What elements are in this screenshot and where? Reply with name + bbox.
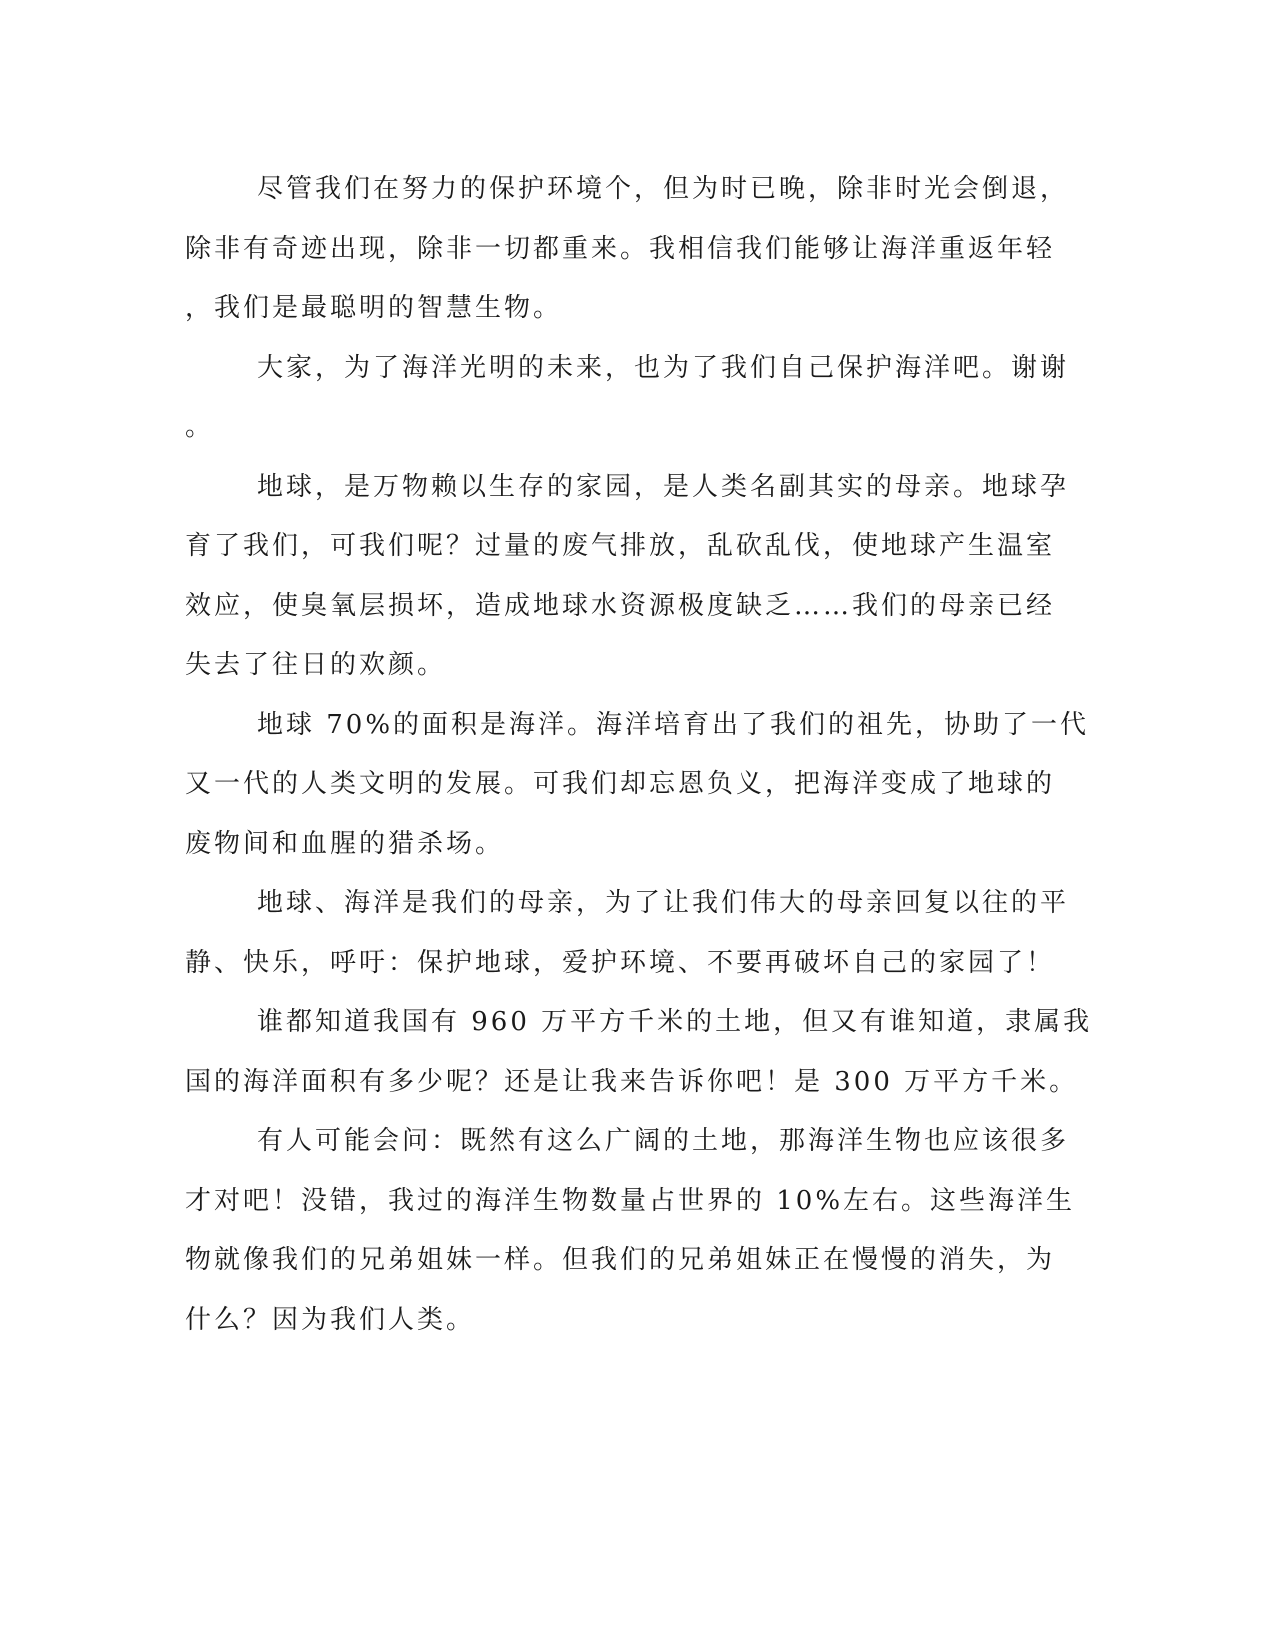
paragraph-line: 育了我们，可我们呢？过量的废气排放，乱砍乱伐，使地球产生温室 — [185, 531, 1056, 561]
paragraph-first-line: 大家，为了海洋光明的未来，也为了我们自己保护海洋吧。谢谢 — [257, 352, 1070, 383]
paragraph-line: 废物间和血腥的猎杀场。 — [185, 828, 505, 859]
body-text — [185, 160, 1093, 1350]
paragraph-line: 又一代的人类文明的发展。可我们却忘恩负义，把海洋变成了地球的 — [185, 769, 1056, 799]
paragraph-line: 什么？因为我们人类。 — [185, 1304, 476, 1335]
paragraph-line: 静、快乐，呼吁：保护地球，爱护环境、不要再破坏自己的家园了！ — [185, 947, 1056, 978]
paragraph-line: 除非有奇迹出现，除非一切都重来。我相信我们能够让海洋重返年轻 — [185, 233, 1056, 264]
paragraph-line: 才对吧！没错，我过的海洋生物数量占世界的 10%左右。这些海洋生 — [185, 1185, 1076, 1216]
paragraph-line: 物就像我们的兄弟姐妹一样。但我们的兄弟姐妹正在慢慢的消失，为 — [185, 1245, 1056, 1275]
paragraph-line: 效应，使臭氧层损坏，造成地球水资源极度缺乏……我们的母亲已经 — [185, 590, 1056, 621]
paragraph-first-line: 地球，是万物赖以生存的家园，是人类名副其实的母亲。地球孕 — [257, 471, 1070, 502]
paragraph-line: 失去了往日的欢颜。 — [185, 650, 447, 680]
paragraph-first-line: 地球 70%的面积是海洋。海洋培育出了我们的祖先，协助了一代 — [257, 709, 1090, 740]
paragraph-first-line: 有人可能会问：既然有这么广阔的土地，那海洋生物也应该很多 — [257, 1126, 1070, 1156]
paragraph-line: 国的海洋面积有多少呢？还是让我来告诉你吧！是 300 万平方千米。 — [185, 1066, 1079, 1097]
paragraph-line: ，我们是最聪明的智慧生物。 — [185, 293, 563, 323]
paragraph-line: 。 — [185, 412, 215, 442]
paragraph-first-line: 谁都知道我国有 960 万平方千米的土地，但又有谁知道，隶属我 — [257, 1007, 1093, 1037]
paragraph-first-line: 地球、海洋是我们的母亲，为了让我们伟大的母亲回复以往的平 — [257, 888, 1070, 918]
paragraph-first-line: 尽管我们在努力的保护环境个，但为时已晚，除非时光会倒退， — [257, 174, 1070, 204]
